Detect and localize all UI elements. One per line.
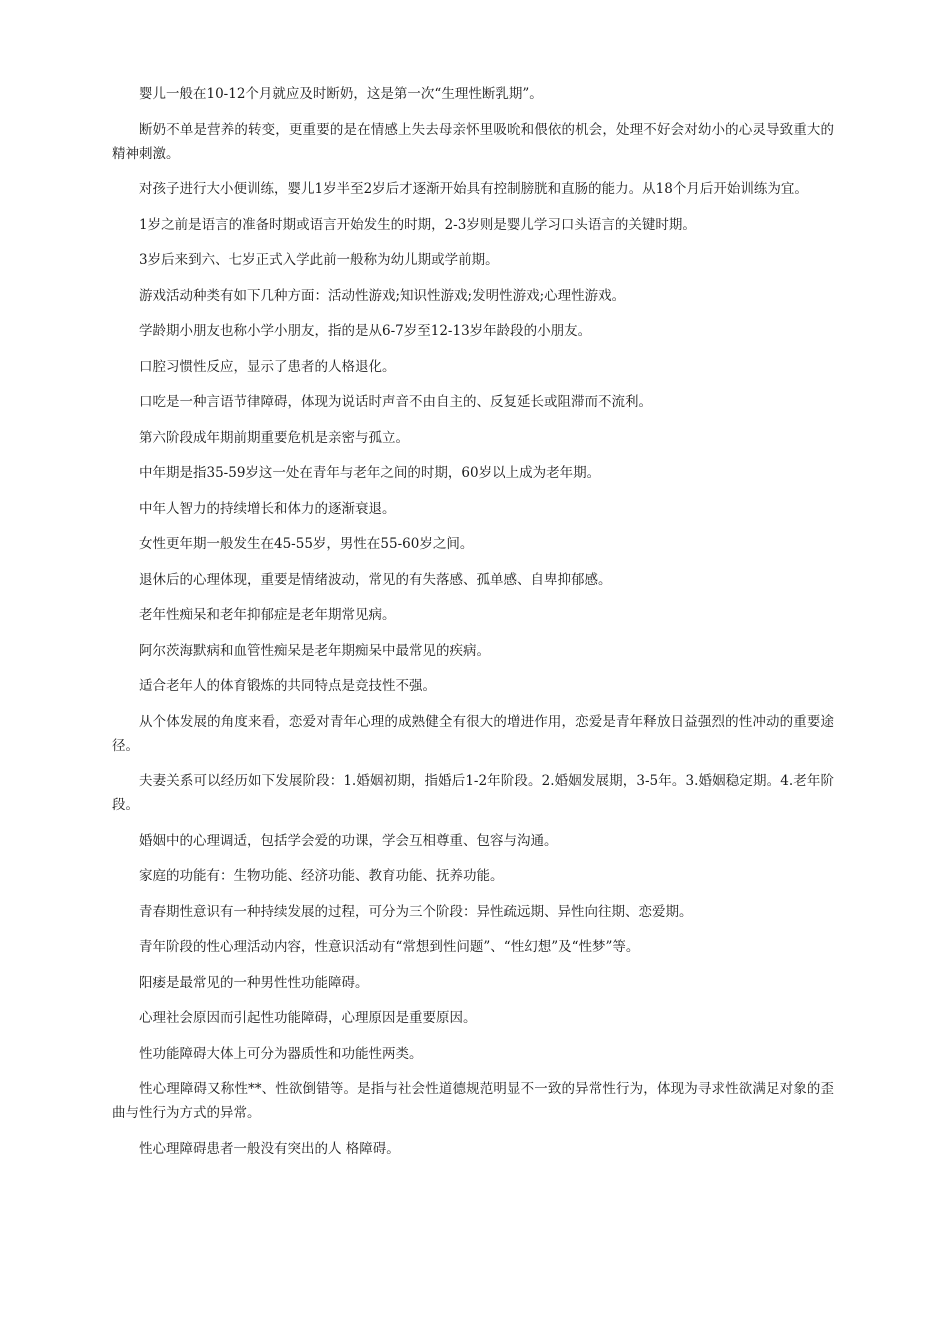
paragraph: 从个体发展的角度来看，恋爱对青年心理的成熟健全有很大的增进作用，恋爱是青年释放日益强烈的性冲动的重要途径。 (112, 713, 834, 754)
paragraph: 口腔习惯性反应，显示了患者的人格退化。 (139, 358, 396, 375)
paragraph: 3岁后来到六、七岁正式入学此前一般称为幼儿期或学前期。 (139, 252, 499, 268)
paragraph: 游戏活动种类有如下几种方面：活动性游戏;知识性游戏;发明性游戏;心理性游戏。 (139, 287, 626, 304)
paragraph: 对孩子进行大小便训练，婴儿1岁半至2岁后才逐渐开始具有控制膀胱和直肠的能力。从18个月后开始训练为宜。 (139, 181, 808, 197)
paragraph: 性心理障碍又称性**、性欲倒错等。是指与社会性道德规范明显不一致的异常性行为，体现为寻求性欲满足对象的歪曲与性行为方式的异常。 (112, 1081, 834, 1121)
paragraph: 阿尔茨海默病和血管性痴呆是老年期痴呆中最常见的疾病。 (139, 642, 490, 659)
paragraph: 口吃是一种言语节律障碍，体现为说话时声音不由自主的、反复延长或阻滞而不流利。 (139, 394, 652, 410)
paragraph: 退休后的心理体现，重要是情绪波动，常见的有失落感、孤单感、自卑抑郁感。 (139, 571, 612, 588)
paragraph: 阳痿是最常见的一种男性性功能障碍。 (139, 974, 369, 991)
paragraph: 断奶不单是营养的转变，更重要的是在情感上失去母亲怀里吸吮和偎依的机会，处理不好会对幼小的心灵导致重大的精神刺激。 (112, 121, 834, 162)
paragraph: 青年阶段的性心理活动内容，性意识活动有“常想到性问题”、“性幻想”及“性梦”等。 (139, 939, 640, 955)
paragraph: 性功能障碍大体上可分为器质性和功能性两类。 (139, 1045, 423, 1062)
document-body (112, 82, 834, 1172)
paragraph: 老年性痴呆和老年抑郁症是老年期常见病。 (139, 607, 396, 623)
paragraph: 家庭的功能有：生物功能、经济功能、教育功能、抚养功能。 (139, 868, 504, 884)
paragraph: 中年人智力的持续增长和体力的逐渐衰退。 (139, 500, 396, 517)
paragraph: 夫妻关系可以经历如下发展阶段：1.婚姻初期，指婚后1-2年阶段。2.婚姻发展期，3-5年。3.婚姻稳定期。4.老年阶段。 (112, 773, 834, 813)
paragraph: 女性更年期一般发生在45-55岁，男性在55-60岁之间。 (139, 536, 474, 552)
paragraph: 1岁之前是语言的准备时期或语言开始发生的时期，2-3岁则是婴儿学习口头语言的关键时期。 (139, 216, 696, 233)
paragraph: 中年期是指35-59岁这一处在青年与老年之间的时期，60岁以上成为老年期。 (139, 465, 601, 481)
paragraph: 心理社会原因而引起性功能障碍，心理原因是重要原因。 (139, 1010, 477, 1026)
paragraph: 婴儿一般在10-12个月就应及时断奶，这是第一次“生理性断乳期”。 (139, 86, 543, 102)
paragraph: 适合老年人的体育锻炼的共同特点是竞技性不强。 (139, 678, 436, 694)
paragraph: 第六阶段成年期前期重要危机是亲密与孤立。 (139, 429, 409, 446)
paragraph: 性心理障碍患者一般没有突出的人 格障碍。 (139, 1140, 400, 1157)
paragraph: 婚姻中的心理调适，包括学会爱的功课，学会互相尊重、包容与沟通。 (139, 832, 558, 849)
paragraph: 青春期性意识有一种持续发展的过程，可分为三个阶段：异性疏远期、异性向往期、恋爱期。 (139, 903, 693, 920)
paragraph: 学龄期小朋友也称小学小朋友，指的是从6-7岁至12-13岁年龄段的小朋友。 (139, 323, 592, 339)
